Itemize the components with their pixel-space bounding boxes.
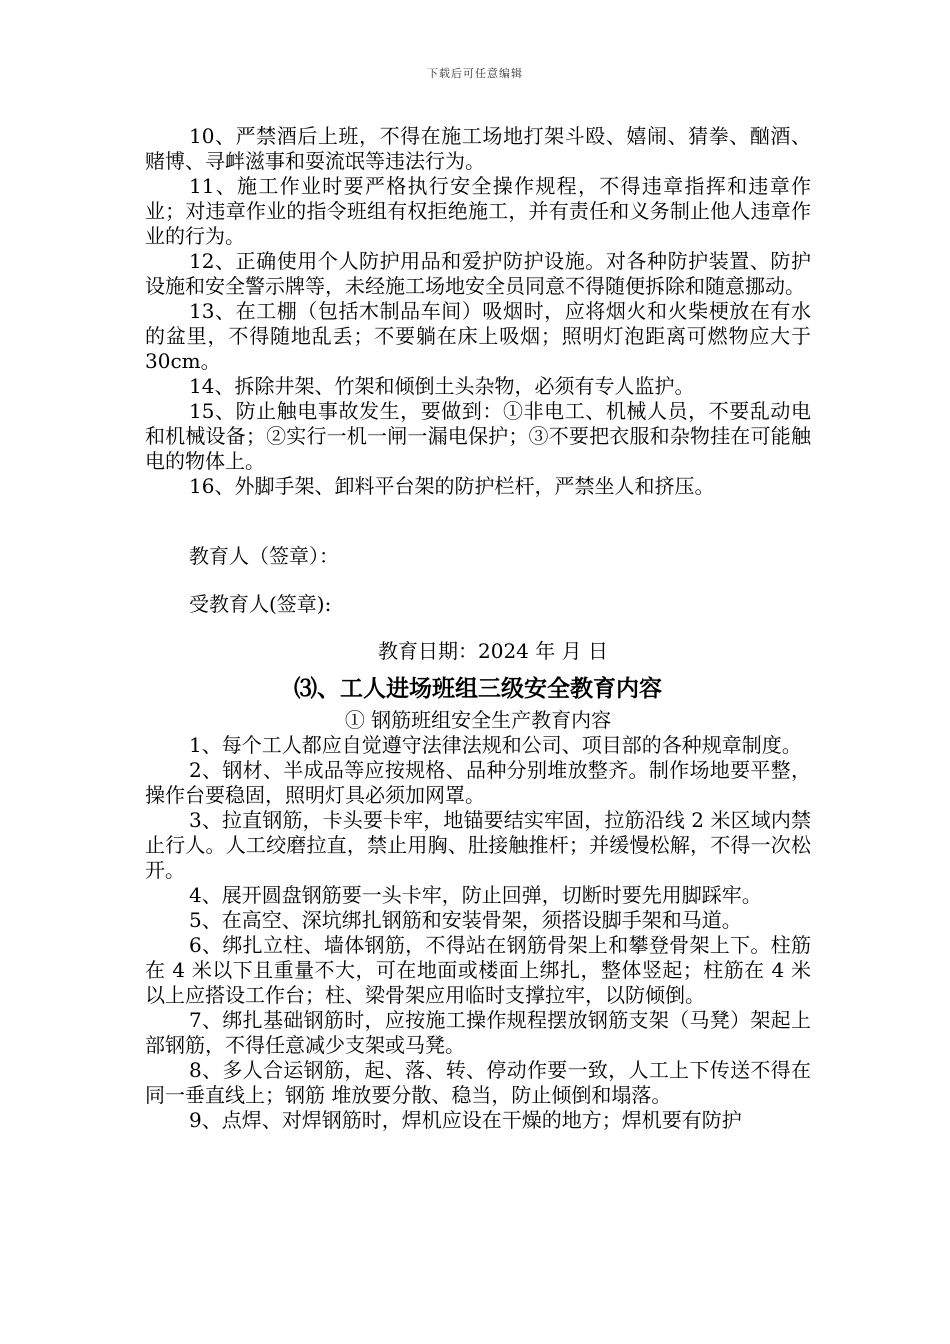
steel-rule-paragraph-5: 5、在高空、深坑绑扎钢筋和安装骨架，须搭设脚手架和马道。 — [189, 908, 742, 932]
section-title: ⑶、工人进场班组三级安全教育内容 — [294, 675, 662, 702]
steel-rule-paragraph-9: 9、点焊、对焊钢筋时，焊机应设在干燥的地方；焊机要有防护 — [189, 1108, 742, 1132]
document-body — [145, 124, 811, 1133]
education-date-line: 教育日期：2024 年 月 日 — [378, 639, 608, 663]
rule-paragraph-12: 12、正确使用个人防护用品和爱护防护设施。对各种防护装置、防护设施和安全警示牌等，未经施工场地安全员同意不得随便拆除和随意挪动。 — [145, 249, 811, 298]
steel-rule-paragraph-2: 2、钢材、半成品等应按规格、品种分别堆放整齐。制作场地要平整，操作台要稳固，照明灯具必须加网罩。 — [145, 758, 811, 807]
rule-paragraph-13: 13、在工棚（包括木制品车间）吸烟时，应将烟火和火柴梗放在有水的盆里，不得随地乱丢；不要躺在床上吸烟；照明灯泡距离可燃物应大于30cm。 — [145, 299, 811, 373]
header-note: 下载后可任意编辑 — [427, 67, 523, 80]
rule-paragraph-16: 16、外脚手架、卸料平台架的防护栏杆，严禁坐人和挤压。 — [189, 474, 715, 498]
steel-rule-paragraph-3: 3、拉直钢筋，卡头要卡牢，地锚要结实牢固，拉筋沿线 2 米区域内禁止行人。人工绞磨拉直，禁止用胸、肚接触推杆；并缓慢松解，不得一次松开。 — [145, 808, 811, 882]
steel-rule-paragraph-4: 4、展开圆盘钢筋要一头卡牢，防止回弹，切断时要先用脚踩牢。 — [189, 883, 762, 907]
rule-paragraph-14: 14、拆除井架、竹架和倾倒土头杂物，必须有专人监护。 — [189, 374, 695, 398]
rule-paragraph-15: 15、防止触电事故发生，要做到：①非电工、机械人员，不要乱动电和机械设备；②实行一机一闸一漏电保护；③不要把衣服和杂物挂在可能触电的物体上。 — [145, 399, 811, 473]
steel-rule-paragraph-7: 7、绑扎基础钢筋时，应按施工操作规程摆放钢筋支架（马凳）架起上部钢筋，不得任意减少支架或马凳。 — [145, 1008, 811, 1057]
rule-paragraph-11: 11、施工作业时要严格执行安全操作规程，不得违章指挥和违章作业；对违章作业的指令班组有权拒绝施工，并有责任和义务制止他人违章作业的行为。 — [145, 174, 811, 248]
steel-rule-paragraph-1: 1、每个工人都应自觉遵守法律法规和公司、项目部的各种规章制度。 — [189, 733, 802, 757]
educator-signature-line: 教育人（签章）： — [189, 544, 339, 568]
rule-paragraph-10: 10、严禁酒后上班，不得在施工场地打架斗殴、嬉闹、猜拳、酗酒、赌博、寻衅滋事和耍流氓等违法行为。 — [145, 124, 811, 173]
steel-rule-paragraph-8: 8、多人合运钢筋，起、落、转、停动作要一致，人工上下传送不得在同一垂直线上；钢筋 堆放要分散、稳当，防止倾倒和塌落。 — [145, 1058, 811, 1107]
subsection-title: ① 钢筋班组安全生产教育内容 — [344, 708, 612, 732]
steel-rule-paragraph-6: 6、绑扎立柱、墙体钢筋，不得站在钢筋骨架上和攀登骨架上下。柱筋在 4 米以下且重量不大，可在地面或楼面上绑扎，整体竖起；柱筋在 4 米以上应搭设工作台；柱、梁骨架应用临时支撑拉牢，以防倾倒。 — [145, 933, 811, 1007]
educatee-signature-line: 受教育人(签章): — [189, 592, 332, 616]
